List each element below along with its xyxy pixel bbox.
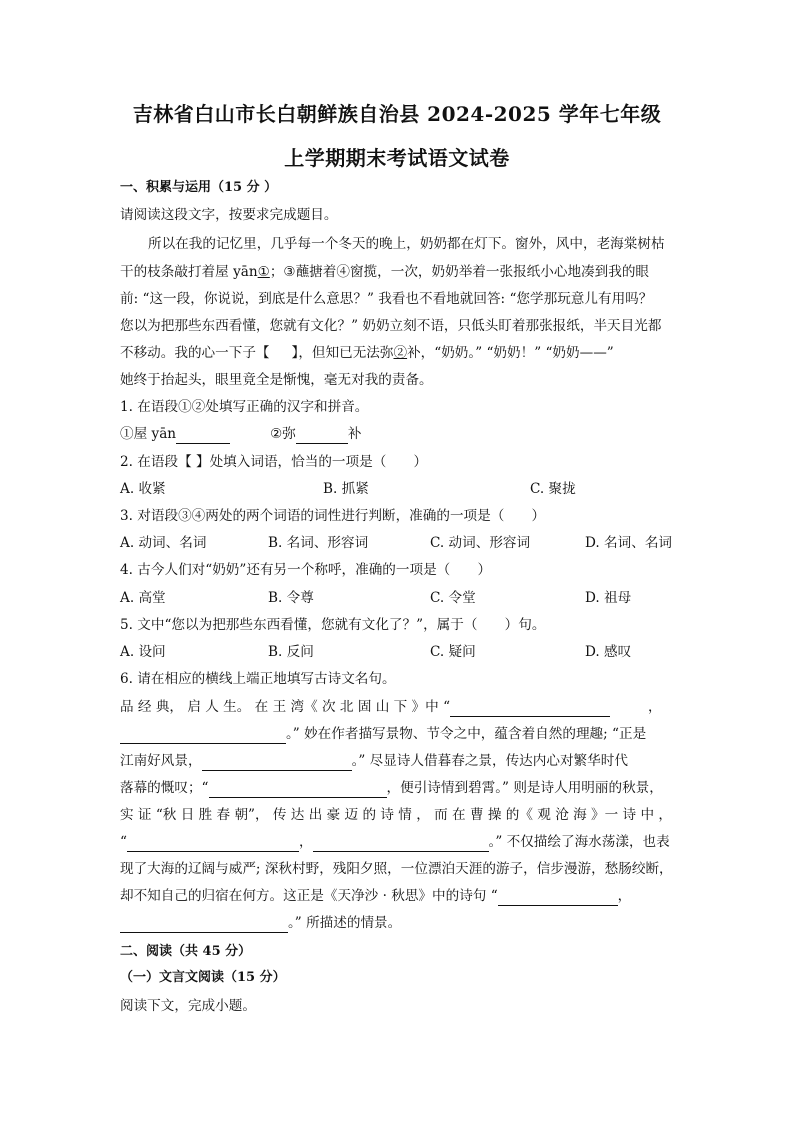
q4-option-b[interactable]: B. 令尊	[268, 590, 314, 606]
q6-blank-5[interactable]	[127, 837, 299, 852]
q2-option-c[interactable]: C. 聚拢	[530, 481, 576, 497]
q2-option-b[interactable]: B. 抓紧	[323, 481, 369, 497]
q6-text: ，	[648, 699, 662, 715]
q4-option-a[interactable]: A. 高堂	[120, 590, 166, 606]
q3-option-c[interactable]: C. 动词、形容词	[430, 535, 531, 551]
marker-1: ①	[257, 264, 270, 280]
q6-line-3	[120, 751, 676, 771]
q4-option-c[interactable]: C. 令堂	[430, 590, 476, 606]
reading-instruction: 阅读下文，完成小题。	[120, 998, 256, 1014]
q6-blank-6[interactable]	[313, 837, 489, 852]
q6-blank-8[interactable]	[120, 918, 288, 933]
q2-option-a[interactable]: A. 收紧	[120, 481, 166, 497]
q3-option-b[interactable]: B. 名词、形容词	[268, 535, 369, 551]
passage-text: 不移动。我的心一下子【	[120, 345, 270, 361]
question-1-blanks	[120, 424, 676, 444]
q6-line-2	[120, 724, 676, 744]
q6-text: 。” 妙在作者描写景物、节令之中，蕴含着自然的理趣; “正是	[286, 726, 647, 742]
subsection-1-heading: （一）文言文阅读（15 分）	[120, 970, 286, 985]
q3-option-d[interactable]: D. 名词、名词	[585, 535, 673, 551]
q6-line-8	[120, 886, 676, 906]
exam-title-line1: 吉林省白山市长白朝鲜族自治县 2024-2025 学年七年级	[132, 102, 662, 126]
q1-blank-b[interactable]	[296, 429, 348, 444]
q5-option-b[interactable]: B. 反问	[268, 644, 314, 660]
question-4-stem: 4. 古今人们对“奶奶”还有另一个称呼，准确的一项是（ ）	[120, 562, 492, 578]
passage-text: 补，“奶奶。” “奶奶！” “奶奶——”	[407, 345, 614, 361]
q4-option-d[interactable]: D. 祖母	[585, 590, 632, 606]
passage-text: 】，但知已无法弥	[291, 345, 394, 361]
q6-text: ，	[298, 834, 313, 850]
q6-line-9	[120, 913, 676, 933]
passage-line-4: 您以为把那些东西看懂，您就有文化？” 奶奶立刻不语，只低头盯着那张报纸，半天目光都	[120, 318, 662, 334]
question-1-stem: 1. 在语段①②处填写正确的汉字和拼音。	[120, 399, 369, 415]
q5-option-d[interactable]: D. 感叹	[585, 644, 632, 660]
q1-blank-b-label: ②弥	[270, 426, 296, 442]
q6-blank-7[interactable]	[498, 891, 618, 906]
q1-blank-a[interactable]	[176, 429, 230, 444]
q6-text: 。” 所描述的情景。	[288, 915, 402, 931]
exam-title-line2: 上学期期末考试语文试卷	[284, 146, 510, 170]
passage-line-2	[120, 262, 676, 282]
q6-text: 却不知自己的归宿在何方。这正是《天净沙 · 秋思》中的诗句 “	[120, 888, 498, 904]
q6-text: ，便引诗情到碧霄。” 则是诗人用明丽的秋景，	[386, 780, 663, 796]
q6-text: 落幕的慨叹；“	[120, 780, 209, 796]
passage-text: ；③蘸搪着④窗揽，一次，奶奶举着一张报纸小心地凑到我的眼	[269, 264, 650, 280]
q6-line-4	[120, 778, 676, 798]
q6-blank-4[interactable]	[209, 783, 387, 798]
q6-blank-2[interactable]	[120, 729, 286, 744]
q6-line-7: 现了大海的辽阔与威严; 深秋村野，残阳夕照，一位漂泊天涯的游子，信步漫游，愁肠绞断，	[120, 861, 673, 877]
instruction-text: 请阅读这段文字，按要求完成题目。	[120, 207, 338, 223]
q5-option-a[interactable]: A. 设问	[120, 644, 166, 660]
q6-text: “	[120, 834, 127, 850]
q6-text: 品 经 典， 启 人 生。 在 王 湾《 次 北 固 山 下 》中 “	[120, 699, 451, 715]
q6-text: ，	[617, 888, 632, 904]
q6-line-1	[120, 697, 676, 717]
q5-option-c[interactable]: C. 疑问	[430, 644, 476, 660]
question-5-stem: 5. 文中“您以为把那些东西看懂，您就有文化了？”，属于（ ）句。	[120, 617, 546, 633]
q1-blank-a-label: ①屋 yān	[120, 426, 177, 442]
question-6-stem: 6. 请在相应的横线上端正地填写古诗文名句。	[120, 671, 396, 687]
passage-line-5	[120, 343, 676, 363]
passage-line-3: 前: “这一段，你说说，到底是什么意思？” 我看也不看地就回答: “您学那玩意儿有用吗？	[120, 291, 653, 307]
question-3-stem: 3. 对语段③④两处的两个词语的词性进行判断，准确的一项是（ ）	[120, 508, 546, 524]
passage-line-6: 她终于抬起头，眼里竟全是惭愧，毫无对我的责备。	[120, 372, 433, 388]
q3-option-a[interactable]: A. 动词、名词	[120, 535, 207, 551]
marker-2: ②	[393, 345, 408, 361]
q6-text: 江南好风景，	[120, 753, 202, 769]
q6-line-5: 实 证 “秋 日 胜 春 朝”， 传 达 出 豪 迈 的 诗 情 ， 而 在 曹 操 的《 观 沧 海 》一 诗 中 ，	[120, 807, 672, 823]
q6-line-6	[120, 832, 676, 852]
q1-blank-b-tail: 补	[347, 426, 362, 442]
q6-text: 。” 不仅描绘了海水荡漾，也表	[488, 834, 670, 850]
passage-text: 干的枝条敲打着屋 yān	[120, 264, 258, 280]
passage-line-1: 所以在我的记忆里，几乎每一个冬天的晚上，奶奶都在灯下。窗外，风中，老海棠树枯	[148, 236, 665, 252]
q6-text: 。” 尽显诗人借暮春之景，传达内心对繁华时代	[351, 753, 628, 769]
section-2-heading: 二、阅读（共 45 分）	[120, 944, 252, 959]
question-2-stem: 2. 在语段【 】处填入词语，恰当的一项是（ ）	[120, 454, 428, 470]
section-1-heading: 一、积累与运用（15 分 ）	[120, 180, 278, 195]
q6-blank-1[interactable]	[450, 702, 610, 717]
q6-blank-3[interactable]	[202, 756, 352, 771]
